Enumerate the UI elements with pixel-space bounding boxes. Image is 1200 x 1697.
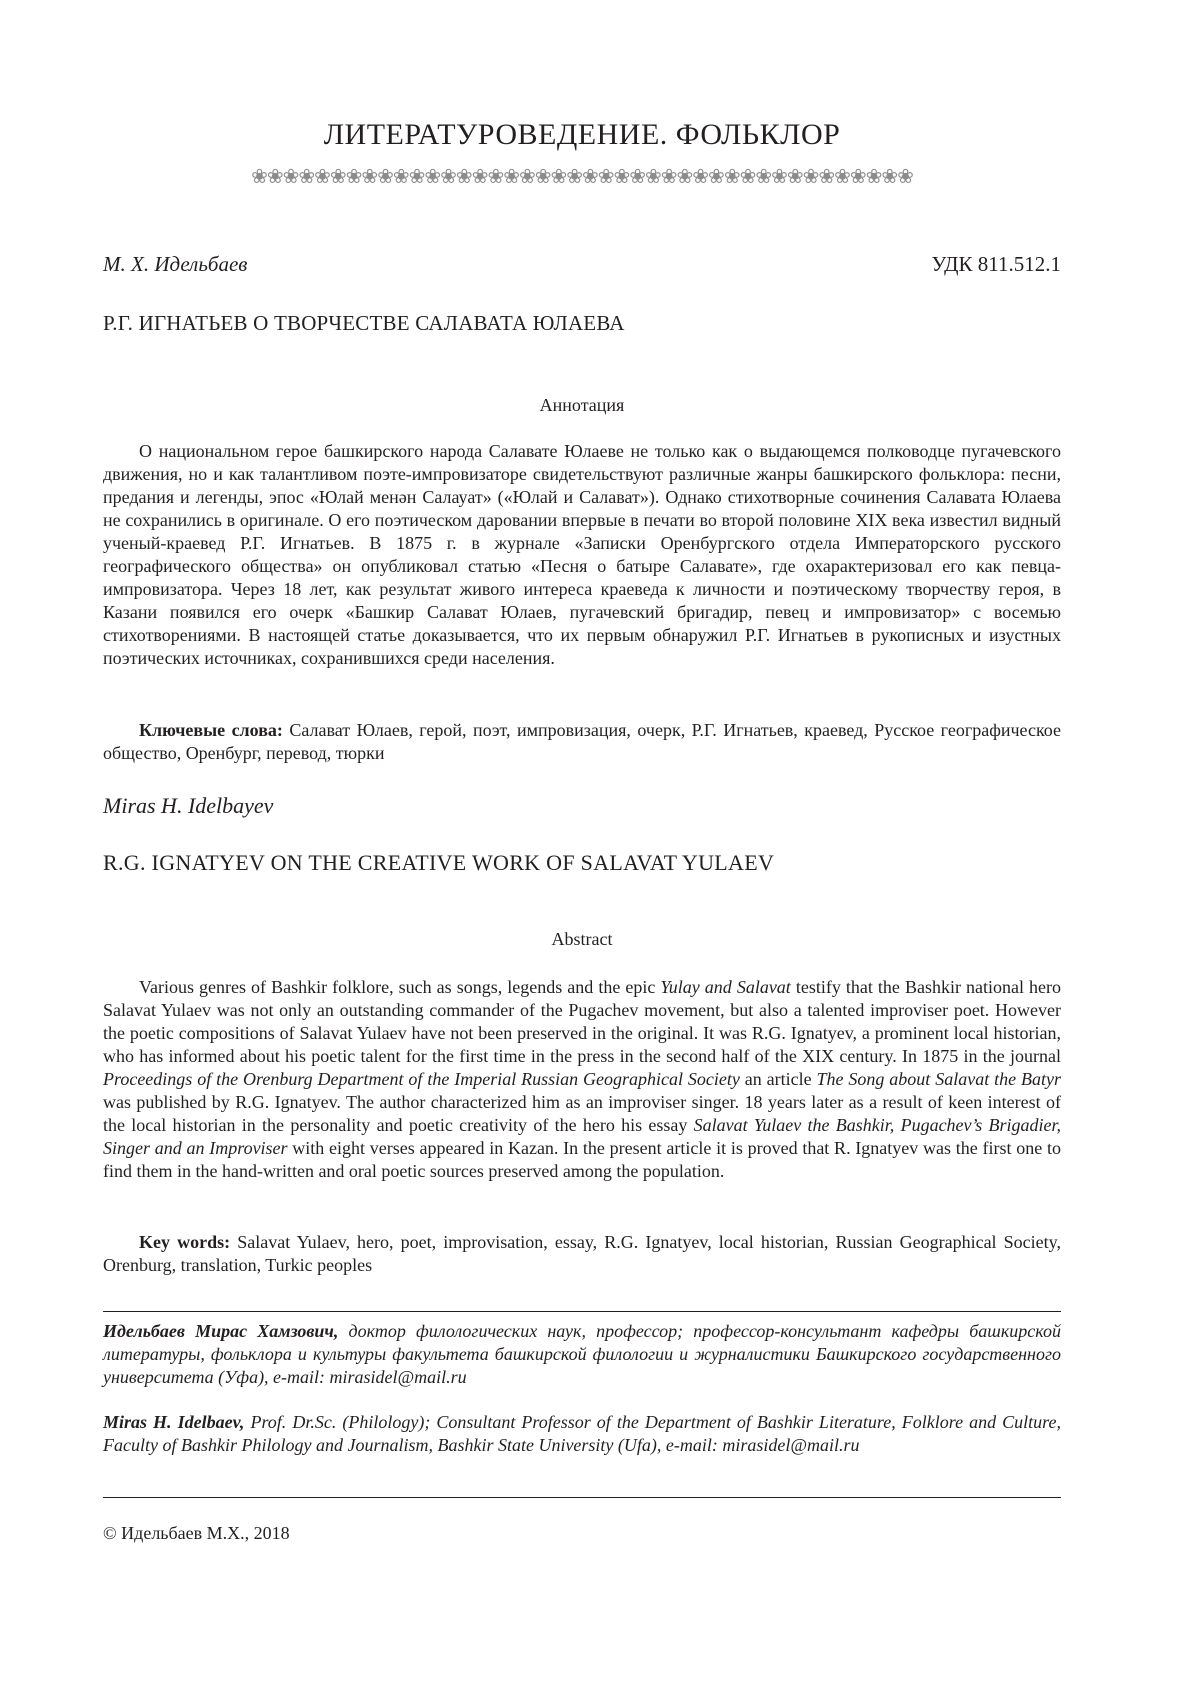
ornament-divider: ❀❀❀❀❀❀❀❀❀❀❀❀❀❀❀❀❀❀❀❀❀❀❀❀❀❀❀❀❀❀❀❀❀❀❀❀❀❀❀❀❀❀ [251,166,913,188]
abstract-en-title: The Song about Salavat the Batyr [816,1069,1061,1089]
keywords-label-ru: Ключевые слова: [139,720,283,740]
divider-rule-top [103,1311,1061,1312]
abstract-en-part: was published by R.G. Ignatyev. The author characterized him as an improviser singer. 18 years later as a result of keen interest of the local historian in the personality and poetic creativity of the hero his essay [103,1092,1061,1135]
keywords-label-en: Key words: [139,1232,231,1252]
abstract-en-part: testify that the Bashkir national hero Salavat Yulaev was not only an outstanding commander of the Pugachev movement, but also a talented improviser poet. However the poetic compositions of Salavat Yulaev have not been preserved in the original. It was R.G. Ignatyev, a prominent local historian, who has informed about his poetic talent for the first time in the press in the second half of the XIX century. In 1875 in the journal [103,977,1062,1066]
copyright: © Идельбаев М.Х., 2018 [103,1523,290,1543]
section-title: ЛИТЕРАТУРОВЕДЕНИЕ. ФОЛЬКЛОР [323,118,841,151]
abstract-en-title: Yulay and Salavat [660,977,791,997]
keywords-text-en: Salavat Yulaev, hero, poet, improvisation, essay, R.G. Ignatyev, local historian, Russian Geographical Society, Orenburg, translation, Turkic peoples [103,1232,1061,1275]
author-ru: М. Х. Идельбаев [103,252,248,276]
abstract-en-title: Salavat Yulaev the Bashkir, Pugachev’s Brigadier, Singer and an Improviser [103,1115,1061,1158]
abstract-en-part: with eight verses appeared in Kazan. In the present article it is proved that R. Ignatyev was the first one to find them in the hand-written and oral poetic sources preserved among the population. [103,1138,1061,1181]
abstract-en-part: an article [739,1069,817,1089]
keywords-en [103,1231,1061,1277]
abstract-heading-ru: Аннотация [539,395,625,415]
article-title-ru: Р.Г. ИГНАТЬЕВ О ТВОРЧЕСТВЕ САЛАВАТА ЮЛАЕВА [103,311,625,335]
article-title-en: R.G. IGNATYEV ON THE CREATIVE WORK OF SALAVAT YULAEV [103,850,775,875]
abstract-heading-en: Abstract [551,929,613,949]
abstract-en-title: Proceedings of the Orenburg Department of the Imperial Russian Geographical Society [103,1069,740,1089]
divider-rule-bottom [103,1497,1061,1498]
bio-text-en: Prof. Dr.Sc. (Philology); Consultant Professor of the Department of Bashkir Literature, Folklore and Culture, Faculty of Bashkir Philology and Journalism, Bashkir State University (Ufa), e-mail: mirasidel@mail.ru [103,1412,1062,1455]
abstract-text-en [103,976,1061,1183]
bio-name-ru: Идельбаев Мирас Хамзович, [103,1321,339,1341]
author-bio-en [103,1411,1061,1457]
article-page [103,0,1061,1697]
keywords-text-ru: Салават Юлаев, герой, поэт, импровизация, очерк, Р.Г. Игнатьев, краевед, Русское географическое общество, Оренбург, перевод, тюрки [103,720,1062,763]
bio-text-ru: доктор филологических наук, профессор; профессор-консультант кафедры башкирской литературы, фольклора и культуры факультета башкирской филологии и журналистики Башкирского государственного университета (Уфа), e-mail: mirasidel@mail.ru [103,1321,1062,1387]
keywords-ru [103,719,1061,765]
author-en: Miras H. Idelbayev [103,793,274,818]
udc-code: УДК 811.512.1 [931,252,1061,276]
bio-name-en: Miras H. Idelbaev, [103,1412,245,1432]
abstract-en-part: Various genres of Bashkir folklore, such as songs, legends and the epic [139,977,661,997]
abstract-text-ru: О национальном герое башкирского народа Салавате Юлаеве не только как о выдающемся полководце пугачевского движения, но и как талантливом поэте-импровизаторе свидетельствуют различные жанры башкирского фольклора: песни, предания и легенды, эпос «Юлай менән Салауат» («Юлай и Салават»). Однако стихотворные сочинения Салавата Юлаева не сохранились в оригинале. О его поэтическом даровании впервые в печати во второй половине XIX века известил видный ученый-краевед Р.Г. Игнатьев. В 1875 г. в журнале «Записки Оренбургского отдела Императорского русского географического общества» он опубликовал статью «Песня о батыре Салавате», где охарактеризовал его как певца-импровизатора. Через 18 лет, как результат живого интереса краеведа к личности и поэтическому творчеству героя, в Казани появился его очерк «Башкир Салават Юлаев, пугачевский бригадир, певец и импровизатор» с восемью стихотворениями. В настоящей статье доказывается, что их первым обнаружил Р.Г. Игнатьев в рукописных и изустных поэтических источниках, сохранившихся среди населения. [103,441,1061,668]
author-bio-ru [103,1320,1061,1389]
